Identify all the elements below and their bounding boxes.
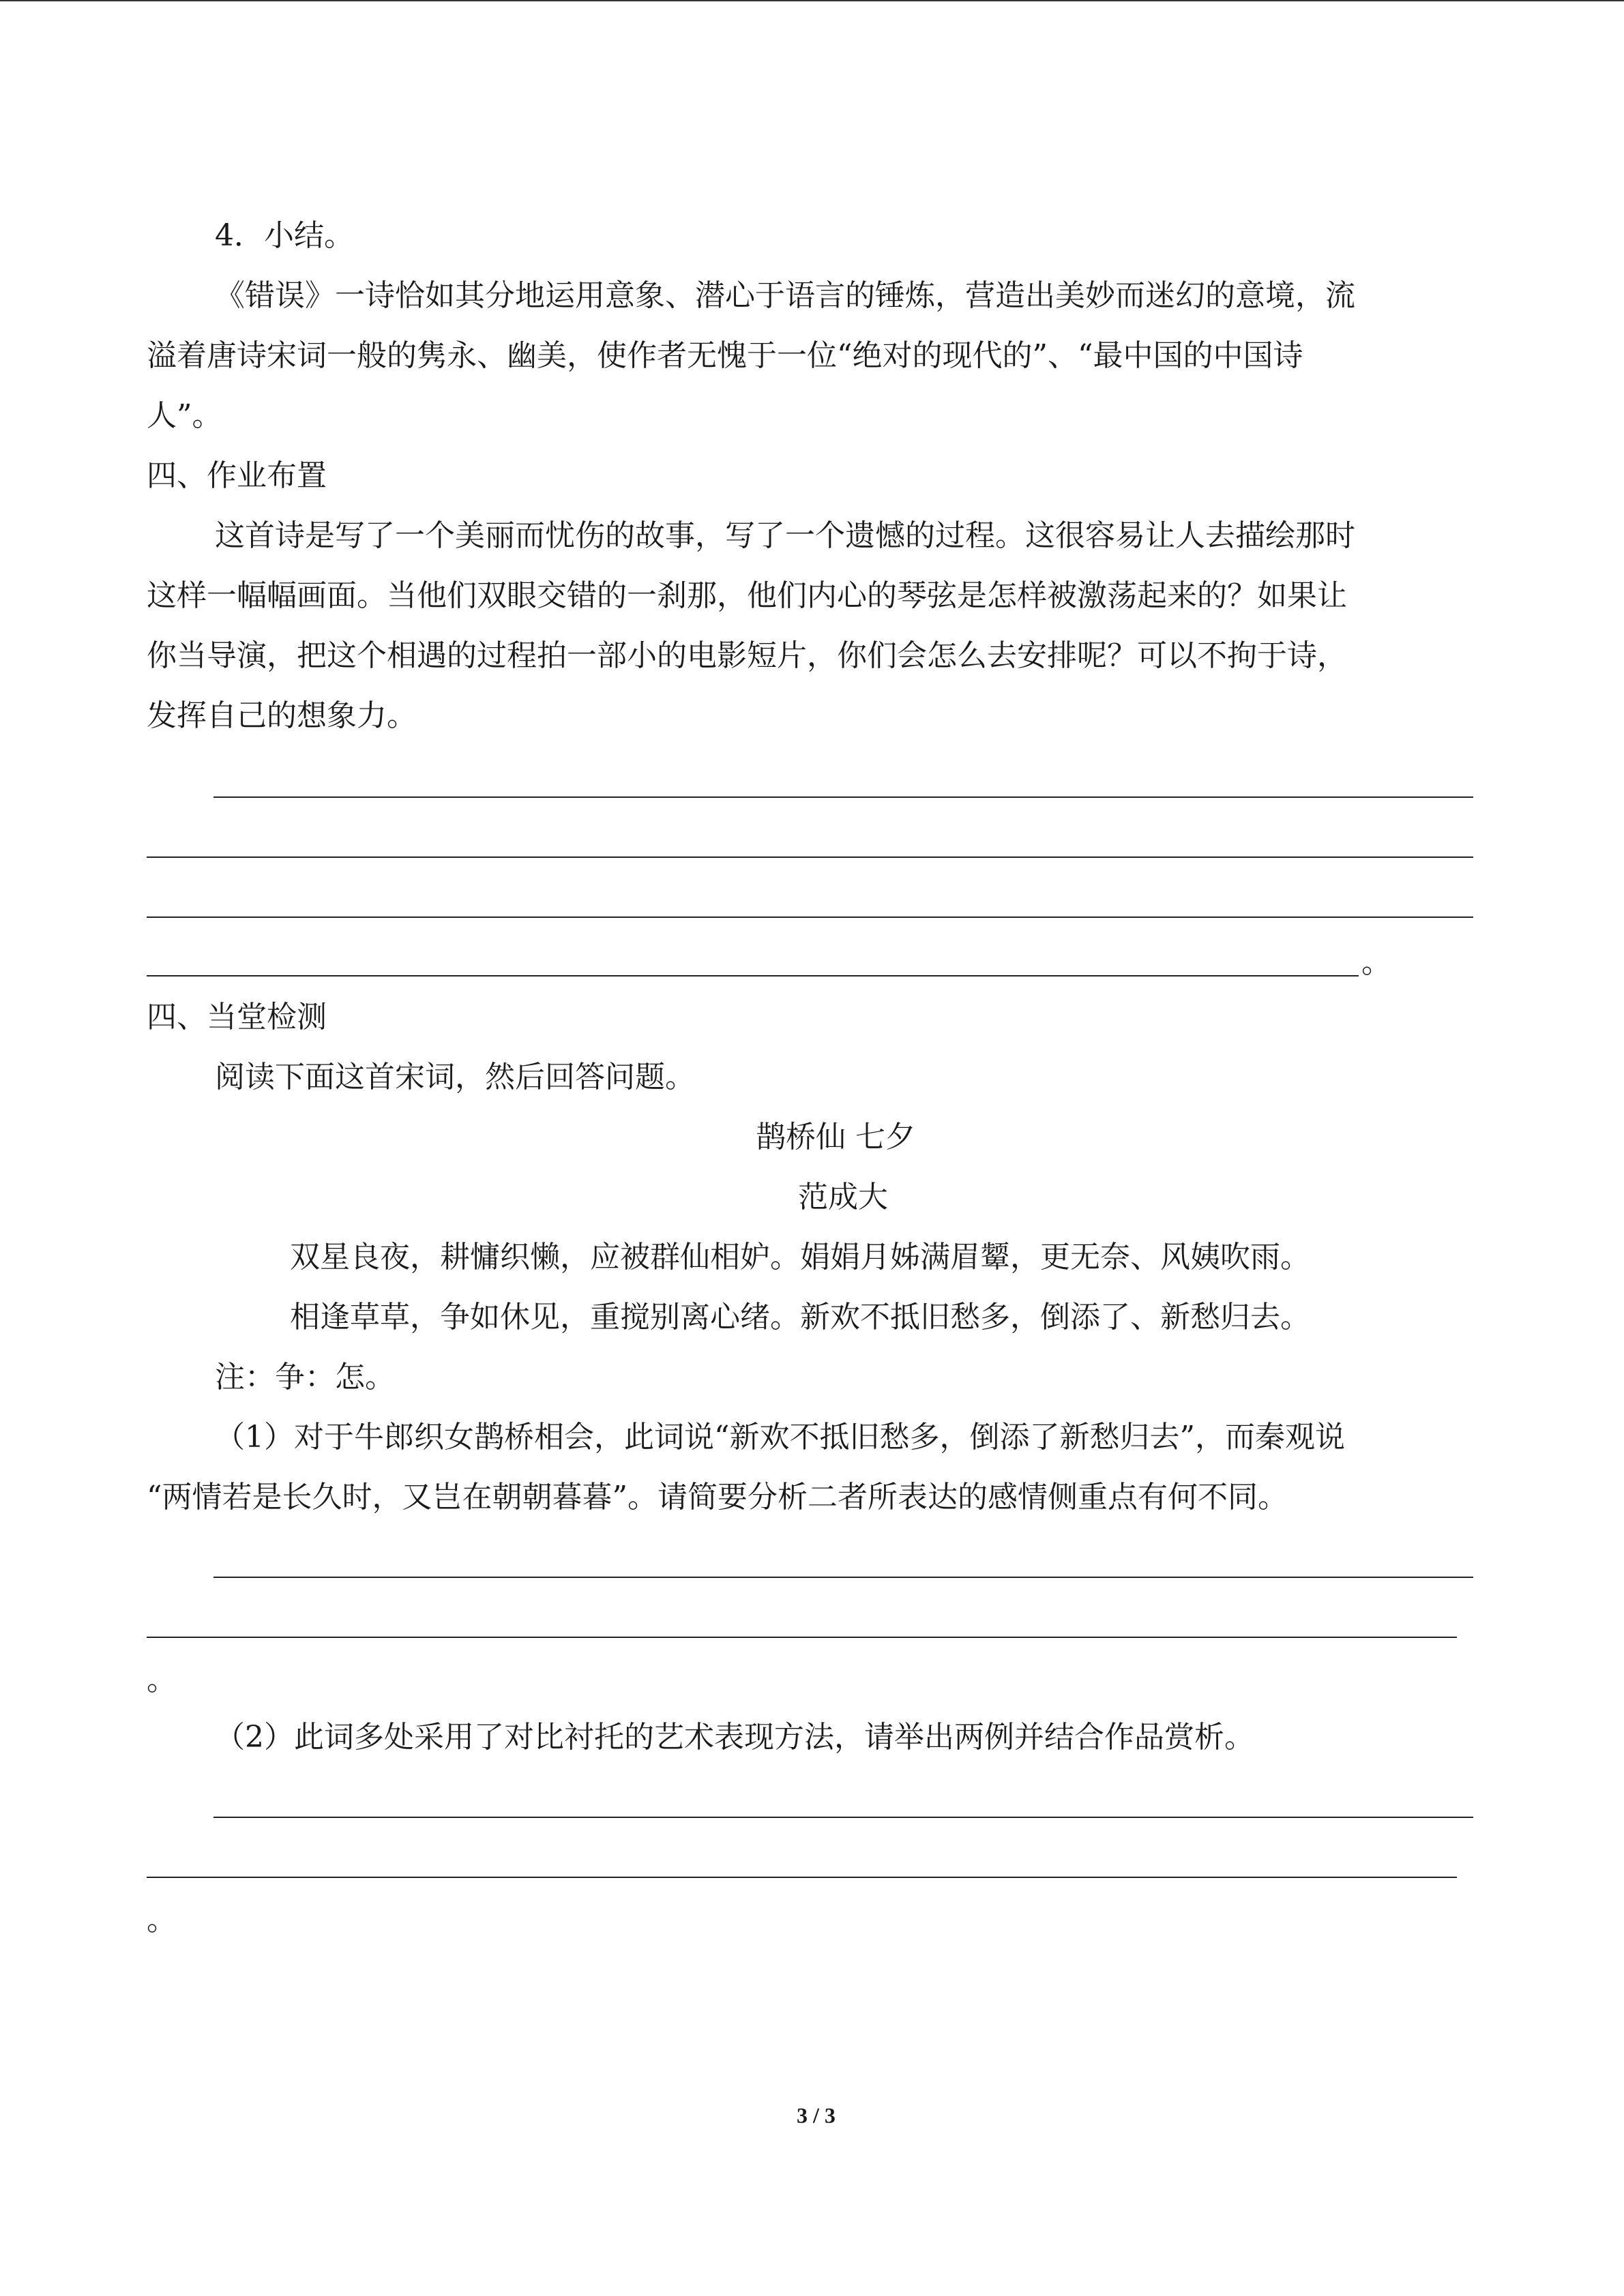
- answer-line[interactable]: [147, 975, 1359, 976]
- poem-title: 鹊桥仙 七夕: [756, 1120, 915, 1154]
- question-1-text: （1）对于牛郎织女鹊桥相会，此词说“新欢不抵旧愁多，倒添了新愁归去”，而秦观说: [215, 1420, 1345, 1455]
- summary-paragraph-line: 《错误》一诗恰如其分地运用意象、潜心于语言的锤炼，营造出美妙而迷幻的意境，流: [215, 278, 1355, 313]
- question-1-text: “两情若是长久时，又岂在朝朝暮暮”。请简要分析二者所表达的感情侧重点有何不同。: [147, 1480, 1288, 1515]
- answer-line[interactable]: [147, 916, 1473, 918]
- test-intro: 阅读下面这首宋词，然后回答问题。: [215, 1060, 695, 1094]
- summary-paragraph-line: 人”。: [147, 398, 222, 433]
- answer-line[interactable]: [213, 1817, 1473, 1818]
- question-1-end-mark: 。: [147, 1663, 177, 1697]
- poem-line: 相逢草草，争如休见，重搅别离心绪。新欢不抵旧愁多，倒添了、新愁归去。: [290, 1300, 1310, 1335]
- poem-note: 注：争：怎。: [215, 1360, 395, 1395]
- homework-heading: 四、作业布置: [147, 458, 327, 493]
- answer-line[interactable]: [213, 1577, 1473, 1578]
- homework-paragraph-line: 发挥自己的想象力。: [147, 698, 417, 733]
- question-2-text: （2）此词多处采用了对比衬托的艺术表现方法，请举出两例并结合作品赏析。: [215, 1720, 1254, 1755]
- summary-paragraph-line: 溢着唐诗宋词一般的隽永、幽美，使作者无愧于一位“绝对的现代的”、“最中国的中国诗: [147, 338, 1303, 373]
- homework-paragraph-line: 这首诗是写了一个美丽而忧伤的故事，写了一个遗憾的过程。这很容易让人去描绘那时: [215, 518, 1355, 553]
- poem-author: 范成大: [798, 1180, 888, 1214]
- answer-line[interactable]: [213, 796, 1473, 798]
- summary-heading: 4．小结。: [215, 218, 354, 253]
- answer-line[interactable]: [147, 856, 1473, 858]
- answer-line[interactable]: [147, 1637, 1457, 1638]
- homework-end-mark: 。: [1361, 945, 1391, 980]
- homework-paragraph-line: 你当导演，把这个相遇的过程拍一部小的电影短片，你们会怎么去安排呢？可以不拘于诗，: [147, 638, 1347, 673]
- homework-paragraph-line: 这样一幅幅画面。当他们双眼交错的一刹那，他们内心的琴弦是怎样被激荡起来的？如果让: [147, 578, 1347, 613]
- poem-line: 双星良夜，耕慵织懒，应被群仙相妒。娟娟月姊满眉颦，更无奈、风姨吹雨。: [290, 1240, 1310, 1274]
- question-2-end-mark: 。: [147, 1903, 177, 1937]
- answer-line[interactable]: [147, 1877, 1457, 1878]
- page-number: 3 / 3: [797, 2103, 836, 2128]
- test-heading: 四、当堂检测: [147, 1000, 327, 1034]
